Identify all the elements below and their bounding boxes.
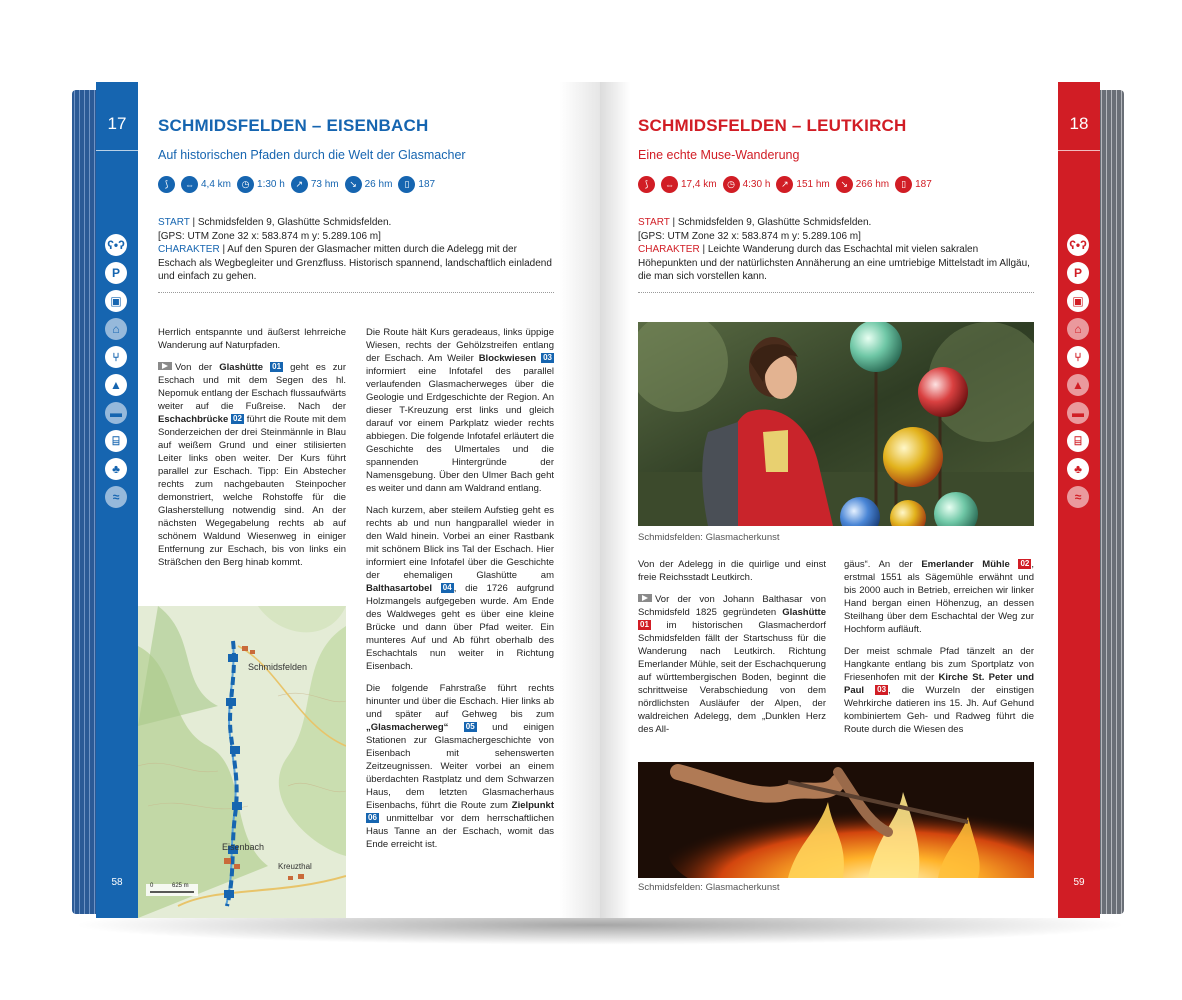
- photo-glassblowing-fire: [638, 762, 1034, 878]
- band-divider: [96, 150, 138, 151]
- waypoint-tag: 04: [442, 583, 452, 592]
- waypoint-tag: 03: [543, 353, 553, 362]
- distance-stat: ⇔ 17,4 km: [661, 176, 717, 193]
- map-page-stat: ▯ 187: [895, 176, 932, 193]
- map-label-kreuzthal: Kreuzthal: [278, 862, 312, 871]
- character-label: CHARAKTER: [158, 244, 220, 255]
- summit-icon: ▲: [105, 374, 127, 396]
- waypoint-tag: 01: [272, 362, 282, 371]
- map-label-schmidsfelden: Schmidsfelden: [248, 662, 308, 672]
- paragraph: Der meist schmale Pfad tänzelt an der Hangkante entlang bis zum Sportplatz von Friesenhofen mit der Kirche St. Peter und Paul 03 , die Wurzeln der einstigen Wehrkirche datieren ins 15. Jh. Auf Gehund kombiniertem Geh- und Radweg führt die Route durch die Wiesen des: [844, 646, 1034, 735]
- photo-glass-art: [638, 322, 1034, 526]
- map-label-eisenbach: Eisenbach: [222, 842, 265, 852]
- descent-stat: ↘ 266 hm: [836, 176, 889, 193]
- route-type-icon: ⟆: [158, 176, 175, 193]
- bear-icon: ʕ•ʔ: [1067, 234, 1089, 256]
- right-color-band: [1058, 82, 1100, 918]
- phone-icon: ▯: [895, 176, 912, 193]
- descent-stat: ↘ 26 hm: [345, 176, 393, 193]
- museum-icon: ⌸: [1067, 430, 1089, 452]
- ascent-icon: ↗: [776, 176, 793, 193]
- bear-icon: ʕ•ʔ: [105, 234, 127, 256]
- page-number: 58: [111, 877, 123, 888]
- parking-icon: P: [105, 262, 127, 284]
- photo-woman-glass-balls: [638, 322, 1034, 526]
- character-text: | Auf den Spuren der Glasmacher mitten durch die Adelegg mit der Eschach als Wegbegleiter und Grenzfluss. Historisch spannend, landschaftlich einladend und einfach zu gehen.: [158, 244, 552, 282]
- swimming-icon: ≈: [1067, 486, 1089, 508]
- tree-icon: ♣: [105, 458, 127, 480]
- start-label: START: [158, 217, 190, 228]
- paragraph: Nach kurzem, aber steilem Aufstieg geht es rechts ab und nun hangparallel wieder in den Wald hinein. Vorbei an einer Rastbank mit schönem Blick ins Tal der Eschach. Hier informiert eine Infotafel über die Geschichte der ehemaligen Glashütte am Balthasartobel 04 , die 1726 aufgrund Holzmangels aufgegeben wurde. Am Ende des Waldweges geht es über eine kleine Brücke und dann über Pfad weiter. Ein munteres Auf und Ab führt oberhalb des Eschachtals nun weiter in Richtung Eisenbach.: [366, 505, 555, 672]
- start-text: | Schmidsfelden 9, Glashütte Schmidsfelden.: [192, 217, 392, 228]
- dotted-divider: [638, 292, 1034, 293]
- swimming-icon: ≈: [105, 486, 127, 508]
- distance-stat: ⇔ 4,4 km: [181, 176, 231, 193]
- open-book: [72, 78, 1124, 920]
- descent-icon: ↘: [345, 176, 362, 193]
- page-number: 59: [1073, 877, 1085, 888]
- tour-title: SCHMIDSFELDEN – LEUTKIRCH: [638, 116, 907, 135]
- intro-paragraph: Von der Adelegg in die quirlige und einst freie Reichsstadt Leutkirch.: [638, 559, 826, 583]
- sidebar-icon-list: [105, 234, 129, 514]
- band-divider: [1058, 150, 1100, 151]
- phone-icon: ▯: [398, 176, 415, 193]
- tour-subtitle: Auf historischen Pfaden durch die Welt der Glasmacher: [158, 148, 466, 162]
- lodging-icon: ▬: [105, 402, 127, 424]
- cable-car-icon: ⌂: [105, 318, 127, 340]
- signpost-icon: ⇔: [661, 176, 678, 193]
- right-page: [600, 82, 1100, 918]
- tour-stats: [638, 176, 932, 193]
- waypoint-tag: 01: [640, 620, 649, 629]
- text-column-1: [638, 558, 826, 745]
- bus-icon: ▣: [1067, 290, 1089, 312]
- route-type-icon: ⟆: [638, 176, 655, 193]
- text-column-1: [158, 326, 346, 578]
- waypoint-tag: 03: [877, 685, 887, 694]
- photo-caption: Schmidsfelden: Glasmacherkunst: [638, 882, 780, 893]
- ascent-stat: ↗ 73 hm: [291, 176, 339, 193]
- waypoint-tag: 05: [465, 722, 475, 731]
- cable-car-icon: ⌂: [1067, 318, 1089, 340]
- play-marker-icon: [158, 362, 172, 370]
- paragraph: Die folgende Fahrstraße führt rechts hinunter und über die Eschach. Hier links ab und später auf Gehweg bis zum „Glasmacherweg“ 05 und einigen Stationen zur Glasmachergeschichte von Eisenbach mit sehenswerten Zeitzeugnissen. Weiter vorbei an einem überdachten Rastplatz und dem Schwarzen Haus, dem letzten Glasmacherhaus Eisenbachs, führt die Route zum Zielpunkt 06 unmittelbar vor dem herrschaftlichen Haus Tanne an der Eschach, womit das Ende erreicht ist.: [366, 683, 554, 850]
- photo-fire-hands: [638, 762, 1034, 878]
- tour-number: 17: [107, 114, 127, 133]
- paragraph: Vor der von Johann Balthasar von Schmidsfeld 1825 gegründeten Glashütte 01 im historischen Glasmacherdorf Schmidsfelden fällt der Startschuss für die Wanderung nach Leutkirch. Richtung Emerlander Mühle, seit der Eschachquerung auf württembergischen Boden, beginnt die schrittweise Verabschiedung von dem nördlichsten Ausläufer der Alpen, der waldreichen Adelegg, dem „Dunklen Herz des All-: [638, 594, 826, 735]
- bus-icon: ▣: [105, 290, 127, 312]
- restaurant-icon: ⑂: [105, 346, 127, 368]
- tour-number: 18: [1069, 114, 1089, 133]
- map-graphic: [138, 606, 346, 918]
- intro-paragraph: Herrlich entspannte und äußerst lehrreiche Wanderung auf Naturpfaden.: [158, 327, 346, 351]
- duration-stat: ◷ 1:30 h: [237, 176, 285, 193]
- start-label: START: [638, 217, 670, 228]
- character-label: CHARAKTER: [638, 244, 700, 255]
- tour-meta: [158, 216, 556, 284]
- start-text: | Schmidsfelden 9, Glashütte Schmidsfelden.: [672, 217, 872, 228]
- character-text: | Leichte Wanderung durch das Eschachtal mit vielen sakralen Höhepunkten und der natürlichsten Annäherung an eine umtriebige Mittelstadt im Allgäu, die man sich vorstellen kann.: [638, 244, 1030, 282]
- photo-caption: Schmidsfelden: Glasmacherkunst: [638, 532, 780, 543]
- gps-text: [GPS: UTM Zone 32 x: 583.874 m y: 5.289.106 m]: [638, 230, 861, 242]
- gps-text: [GPS: UTM Zone 32 x: 583.874 m y: 5.289.106 m]: [158, 230, 381, 242]
- tour-title: SCHMIDSFELDEN – EISENBACH: [158, 116, 429, 135]
- paragraph: Die Route hält Kurs geradeaus, links üppige Wiesen, rechts der Gehölzstreifen entlang der Eschach. Am Weiler Blockwiesen 03 informiert eine Infotafel des parallel verlaufenden Glasmacherweges über die Geologie und Erdgeschichte der Region. An dieser T-Kreuzung erst links und gleich darauf vor einem Parkplatz wieder rechts abbiegen. Die folgende Infotafel erläutert die Geschichte des Ulmertales und die spannenden Hintergründe der Namensgebung. Über den Ulmer Bach geht es weiter und dann am Waldrand entlang.: [366, 327, 554, 494]
- tree-icon: ♣: [1067, 458, 1089, 480]
- tour-stats: [158, 176, 435, 193]
- map-scale-label: 625 m: [172, 883, 189, 889]
- paragraph: gäus“. An der Emerlander Mühle 02 , erstmal 1551 als Sägemühle erwähnt und bis 2000 auch in Betrieb, erreichen wir linker Hand bergan einen Höhenzug, an dessen Steilhang über dem Eschachtal der Weg zur Hochform aufläuft.: [844, 559, 1034, 635]
- map-page-stat: ▯ 187: [398, 176, 435, 193]
- restaurant-icon: ⑂: [1067, 346, 1089, 368]
- museum-icon: ⌸: [105, 430, 127, 452]
- paragraph: Von der Glashütte 01 geht es zur Eschach und mit dem Segen des hl. Nepomuk entlang der Eschach flussaufwärts weiter auf die Fußreise. Nach der Eschachbrücke 02 führt die Route mit dem Sonderzeichen der drei Steinmännle in Blau auf weißem Grund und einer stilisierten Leiter links oben weiter. Der Kurs führt parallel zur Eschach. Tipp: Ein Abstecher rechts zum nachgebauten Steinpocher demonstriert, welche Rohstoffe für die Glasherstellung notwendig sind. An der nächsten Wegegabelung rechts ab auf schönem Waldund Wiesenweg in einiger Entfernung zur Eschach, bis von links ein Sträßchen den Berg hinab kommt.: [158, 362, 347, 568]
- waypoint-tag: 02: [233, 414, 242, 423]
- clock-icon: ◷: [237, 176, 254, 193]
- waypoint-tag: 02: [1020, 559, 1030, 568]
- play-marker-icon: [638, 594, 652, 602]
- map-scale-zero: 0: [150, 883, 154, 889]
- waypoint-tag: 06: [368, 813, 377, 822]
- parking-icon: P: [1067, 262, 1089, 284]
- text-column-2: [844, 558, 1034, 745]
- signpost-icon: ⇔: [181, 176, 198, 193]
- route-map: [138, 606, 346, 918]
- tour-subtitle: Eine echte Muse-Wanderung: [638, 148, 800, 162]
- clock-icon: ◷: [723, 176, 740, 193]
- lodging-icon: ▬: [1067, 402, 1089, 424]
- descent-icon: ↘: [836, 176, 853, 193]
- ascent-icon: ↗: [291, 176, 308, 193]
- ascent-stat: ↗ 151 hm: [776, 176, 829, 193]
- duration-stat: ◷ 4:30 h: [723, 176, 771, 193]
- summit-icon: ▲: [1067, 374, 1089, 396]
- text-column-2: [366, 326, 554, 860]
- sidebar-icon-list: [1067, 234, 1091, 514]
- left-page: [96, 82, 600, 918]
- left-color-band: [96, 82, 138, 918]
- tour-meta: [638, 216, 1034, 284]
- dotted-divider: [158, 292, 554, 293]
